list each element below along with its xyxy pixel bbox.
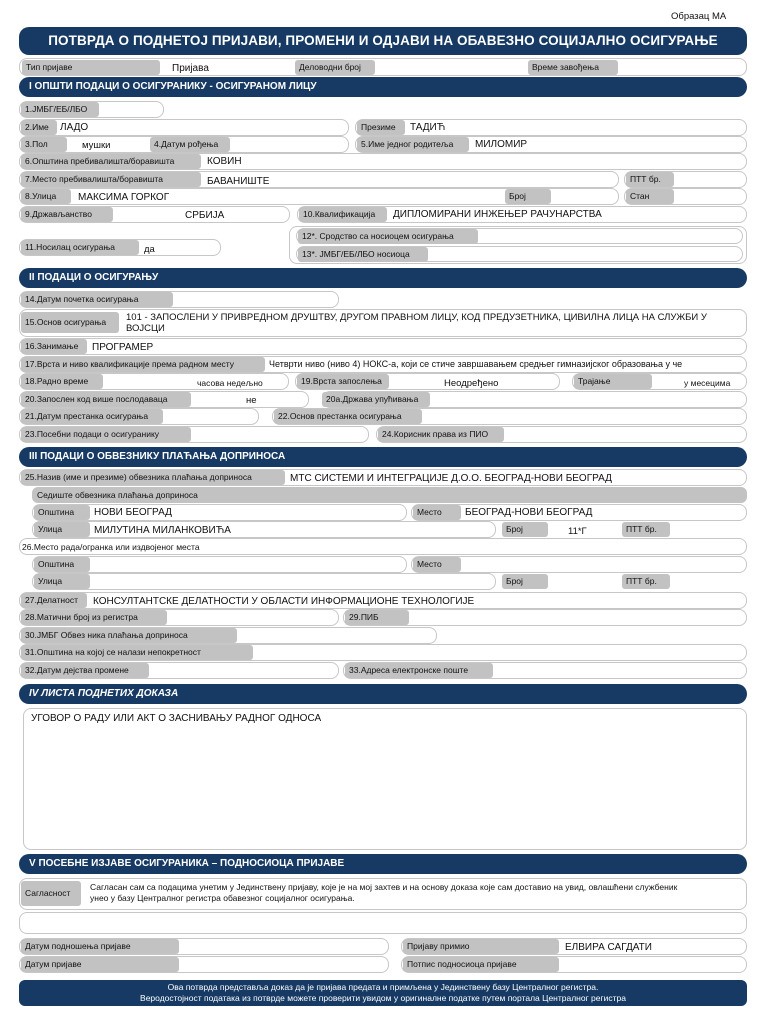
datum-dejstva-label: 32.Датум дејства промене [21,663,149,678]
footer-line-2: Веродостојност података из потврде можете проверити увидом у оригиналне податке путем портала Централног регистра [140,993,626,1003]
section-4-header: IV ЛИСТА ПОДНЕТИХ ДОКАЗА [19,684,747,704]
section-1-header: I ОПШТИ ПОДАЦИ О ОСИГУРАНИКУ - ОСИГУРАНОМ ЛИЦУ [19,77,747,97]
pocetak-label: 14.Датум почетка осигурања [21,292,173,307]
drzavljanstvo-value[interactable]: СРБИЈА [185,210,225,221]
korisnik-label: 24.Корисник права из ПИО [378,427,504,442]
roditelj-label: 5.Име једног родитеља [357,137,469,152]
form-code: Образац МА [671,11,727,22]
drzava-label: 20а.Држава упућивања [322,392,430,407]
delatnost-value[interactable]: КОНСУЛТАНТСКЕ ДЕЛАТНОСТИ У ОБЛАСТИ ИНФОРМАЦИОНЕ ТЕХНОЛОГИЈЕ [93,596,475,607]
sediste-label: Седиште обвезника плаћања доприноса [37,490,198,500]
footer [19,980,747,1006]
ptt-label: ПТТ бр. [626,172,674,187]
section-5-header: V ПОСЕБНЕ ИЗЈАВЕ ОСИГУРАНИКА – ПОДНОСИОЦА ПРИЈАВЕ [19,854,747,874]
osnov-prestanka-label: 22.Основ престанка осигурања [274,409,422,424]
rad-ulica-label: Улица [34,574,90,589]
pol-label: 3.Пол [21,137,67,152]
email-label: 33.Адреса електронске поште [345,663,493,678]
sediste-mesto-value[interactable]: БЕОГРАД-НОВИ БЕОГРАД [465,507,593,518]
stan-label: Стан [626,189,674,204]
vrsta-kval-label: 17.Врста и ниво квалификације према радном месту [21,357,265,372]
ime-label: 2.Име [21,120,57,135]
maticni-label: 28.Матични број из регистра [21,610,167,625]
ulica-label: 8.Улица [21,189,71,204]
delovodni-label: Деловодни број [295,60,375,75]
rad-opstina-label: Општина [34,557,90,572]
naziv-label: 25.Назив (име и презиме) обвезника плаћања доприноса [21,470,285,485]
osnov-value[interactable]: 101 - ЗАПОСЛЕНИ У ПРИВРЕДНОМ ДРУШТВУ, ДРУГОМ ПРАВНОМ ЛИЦУ, КОД ПРЕДУЗЕТНИКА, ЦИВИЛНА ЛИЦА НА СЛУЖБИ У ВОЈСЦИ [126,312,707,334]
nosilac-label: 11.Носилац осигурања [21,240,139,255]
footer-line-1: Ова потврда представља доказ да је пријава предата и примљена у Јединствену базу Централног регистра. [167,982,599,992]
datum-rodjenja-label: 4.Датум рођења [150,137,230,152]
dokazi-box[interactable] [23,708,747,850]
page-title: ПОТВРДА О ПОДНЕТОЈ ПРИЈАВИ, ПРОМЕНИ И ОДЈАВИ НА ОБАВЕЗНО СОЦИЈАЛНО ОСИГУРАЊЕ [19,27,747,55]
prijavu-primio-label: Пријаву примио [403,939,559,954]
vise-label: 20.Запослен код више послодаваца [21,392,191,407]
ime-value[interactable]: ЛАДО [60,122,89,133]
sediste-mesto-label: Место [413,505,461,520]
kvalifikacija-value[interactable]: ДИПЛОМИРАНИ ИНЖЕЊЕР РАЧУНАРСТВА [393,209,602,220]
rad-broj-label: Број [502,574,548,589]
pol-value[interactable]: мушки [82,140,111,151]
naziv-value[interactable]: МТС СИСТЕМИ И ИНТЕГРАЦИЈЕ Д.О.О. БЕОГРАД-НОВИ БЕОГРАД [290,473,612,484]
vise-value[interactable]: не [246,395,257,406]
prezime-value[interactable]: ТАДИЋ [410,122,446,133]
casova-text: часова недељно [197,378,263,388]
rad-mesto-row [411,556,747,573]
vreme-label: Време завођења [528,60,618,75]
kvalifikacija-label: 10.Квалификација [299,207,387,222]
roditelj-value[interactable]: МИЛОМИР [475,139,528,150]
tip-value[interactable]: Пријава [172,63,209,74]
saglasnost-label: Сагласност [21,881,81,906]
empty-row [19,912,747,934]
sediste-ptt-label: ПТТ бр. [622,522,670,537]
mesto-label: 7.Место пребивалишта/боравишта [21,172,201,187]
osnov-label: 15.Основ осигурања [21,312,119,333]
datum-podnosenja-label: Датум подношења пријаве [21,939,179,954]
sediste-opstina-value[interactable]: НОВИ БЕОГРАД [94,507,172,518]
dokazi-text: УГОВОР О РАДУ ИЛИ АКТ О ЗАСНИВАЊУ РАДНОГ ОДНОСА [31,713,322,724]
sediste-broj-label: Број [502,522,548,537]
section-3-header: III ПОДАЦИ О ОБВЕЗНИКУ ПЛАЋАЊА ДОПРИНОСА [19,447,747,467]
pib-label: 29.ПИБ [345,610,409,625]
sediste-ulica-value[interactable]: МИЛУТИНА МИЛАНКОВИЋА [94,525,231,536]
prestanak-label: 21.Датум престанка осигурања [21,409,163,424]
ulica-value[interactable]: МАКСИМА ГОРКОГ [78,192,170,203]
broj-label: Број [505,189,551,204]
opstina-nep-label: 31.Општина на којој се налази непокретност [21,645,253,660]
saglasnost-line2: унео у базу Централног регистра обавезног социјалног осигурања. [90,893,355,903]
datum-prijave-label: Датум пријаве [21,957,179,972]
radno-vreme-label: 18.Радно време [21,374,103,389]
jmbg-label: 1.ЈМБГ/ЕБ/ЛБО [21,102,99,117]
prijavu-primio-value[interactable]: ЕЛВИРА САГДАТИ [565,942,652,953]
vrsta-zap-label: 19.Врста запослења [297,374,389,389]
zanimanje-label: 16.Занимање [21,339,87,354]
opstina-value[interactable]: КОВИН [207,156,242,167]
posebni-label: 23.Посебни подаци о осигуранику [21,427,191,442]
tip-label: Тип пријаве [22,60,160,75]
rad-mesto-label: Место [413,557,461,572]
rad-ptt-label: ПТТ бр. [622,574,670,589]
opstina-label: 6.Општина пребивалишта/боравишта [21,154,201,169]
mesto-value[interactable]: БАВАНИШТЕ [207,176,270,187]
jmbg-nosioca-label: 13*. ЈМБГ/ЕБ/ЛБО носиоца [298,247,428,262]
mesto-rada-label: 26.Место рада/огранка или издвојеног места [22,542,200,552]
vrsta-zap-value[interactable]: Неодређено [444,378,499,389]
potpis-label: Потпис подносиоца пријаве [403,957,559,972]
saglasnost-line1: Сагласан сам са подацима унетим у Јединствену пријаву, које је на мој захтев и на основу доказа које сам доставио на увид, овлашћени службеник [90,882,678,892]
vrsta-kval-value[interactable]: Четврти ниво (ниво 4) НОКС-а, који се стиче завршавањем средњег гимназијског образовања у че [269,359,683,369]
srodstvo-label: 12*. Сродство са носиоцем осигурања [298,229,478,244]
sediste-opstina-label: Општина [34,505,90,520]
meseci-text: у месецима [684,378,731,388]
delatnost-label: 27.Делатност [21,593,87,608]
sediste-ulica-label: Улица [34,522,90,537]
zanimanje-value[interactable]: ПРОГРАМЕР [92,342,154,353]
drzavljanstvo-label: 9.Држављанство [21,207,113,222]
prezime-label: Презиме [357,120,405,135]
jmbg-obv-label: 30.ЈМБГ Обвез ника плаћања доприноса [21,628,237,643]
rad-ulica-row [32,573,496,590]
trajanje-label: Трајање [574,374,652,389]
section-2-header: II ПОДАЦИ О ОСИГУРАЊУ [19,268,747,288]
nosilac-value[interactable]: да [144,244,155,255]
sediste-broj-value[interactable]: 11*Г [568,526,587,537]
